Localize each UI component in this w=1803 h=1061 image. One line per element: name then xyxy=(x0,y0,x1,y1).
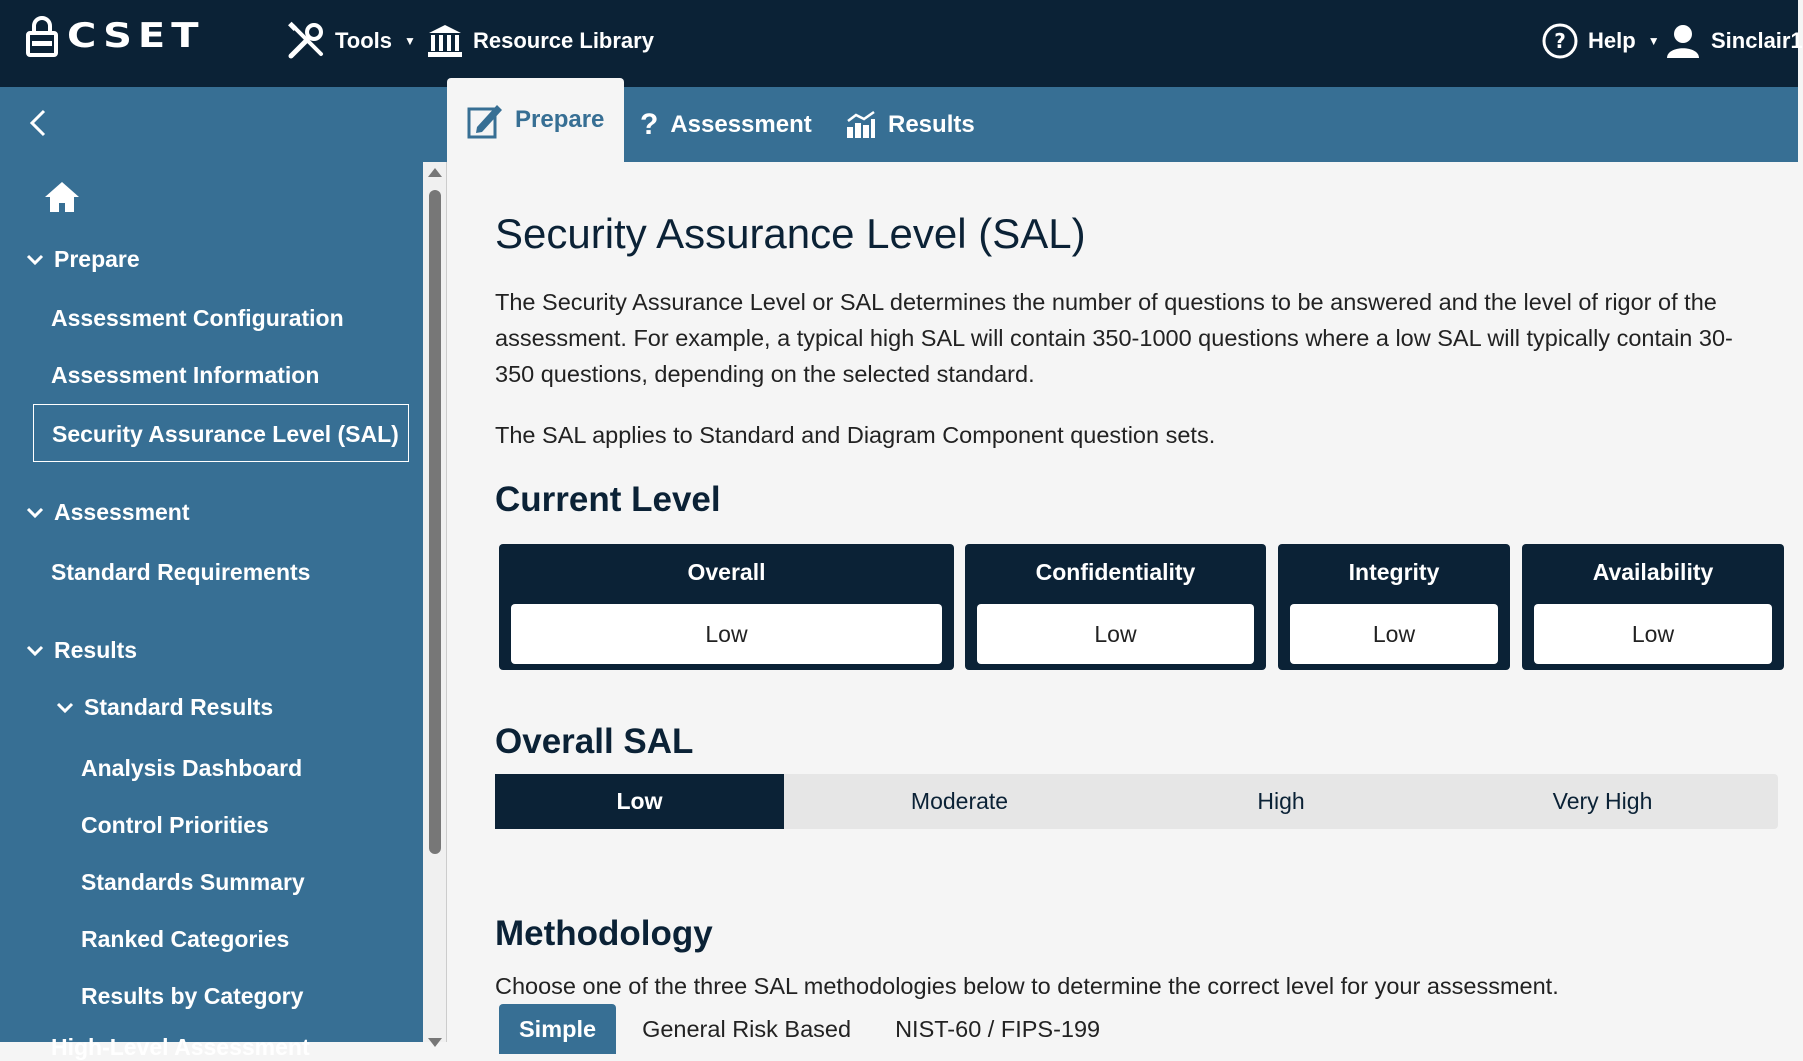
top-navbar xyxy=(0,0,1803,87)
sidebar-item-standard-requirements[interactable]: Standard Requirements xyxy=(51,559,311,585)
stage-tabbar xyxy=(0,87,1798,162)
user-menu[interactable] xyxy=(1665,20,1803,62)
sidebar-section-standard-results[interactable] xyxy=(56,694,273,721)
chart-icon xyxy=(846,111,876,139)
overall-sal-selector xyxy=(495,774,1778,829)
help-label: Help xyxy=(1588,28,1636,53)
logo-text: CSET xyxy=(67,16,205,56)
sal-option-high[interactable]: High xyxy=(1257,788,1305,814)
tab-results-label: Results xyxy=(888,110,975,138)
sidebar-section-assessment[interactable] xyxy=(26,499,190,526)
help-icon xyxy=(1542,23,1578,59)
user-name: Sinclair1 xyxy=(1711,28,1803,53)
sal-option-moderate[interactable]: Moderate xyxy=(910,788,1009,814)
home-icon[interactable] xyxy=(43,178,81,216)
level-card-value: Low xyxy=(1534,604,1772,664)
tab-results[interactable] xyxy=(846,87,975,162)
user-icon xyxy=(1665,23,1701,59)
level-card-title: Availability xyxy=(1592,559,1714,585)
scroll-down-arrow-icon[interactable] xyxy=(428,1038,442,1047)
chevron-down-icon: ▼ xyxy=(1647,34,1660,48)
methodology-text: Choose one of the three SAL methodologies below to determine the correct level for your assessment. xyxy=(495,973,1559,999)
edit-icon xyxy=(467,101,503,139)
method-tab-simple[interactable]: Simple xyxy=(499,1004,616,1054)
chevron-down-icon xyxy=(26,507,44,519)
tab-prepare-label: Prepare xyxy=(515,106,605,133)
chevron-left-icon xyxy=(28,108,48,138)
sidebar-section-label: Results xyxy=(54,637,138,663)
scroll-up-arrow-icon[interactable] xyxy=(428,168,442,177)
level-card-title: Integrity xyxy=(1348,559,1440,585)
tab-assessment[interactable] xyxy=(640,87,812,162)
cset-logo[interactable] xyxy=(27,15,205,57)
chevron-down-icon: ▼ xyxy=(404,34,416,48)
page-title: Security Assurance Level (SAL) xyxy=(495,210,1086,257)
sidebar-item-ranked-categories[interactable]: Ranked Categories xyxy=(81,926,290,952)
resource-library-label: Resource Library xyxy=(473,28,654,53)
tools-menu[interactable] xyxy=(287,20,416,62)
help-menu[interactable] xyxy=(1542,20,1660,62)
tab-prepare[interactable] xyxy=(447,78,624,162)
level-card-value: Low xyxy=(1290,604,1498,664)
question-icon: ? xyxy=(640,107,659,141)
sidebar-scrollbar[interactable] xyxy=(423,162,447,1042)
tools-icon xyxy=(287,22,325,60)
level-card-value: Low xyxy=(977,604,1254,664)
method-tab-general-risk-based[interactable]: General Risk Based xyxy=(642,1015,852,1042)
sidebar xyxy=(0,162,423,1060)
sidebar-section-label: Prepare xyxy=(54,246,140,272)
lock-icon xyxy=(27,15,57,57)
sal-applies-text: The SAL applies to Standard and Diagram Component question sets. xyxy=(495,422,1216,448)
chevron-down-icon xyxy=(26,645,44,657)
tab-assessment-label: Assessment xyxy=(670,110,812,138)
level-card-integrity xyxy=(1278,544,1510,670)
level-card-overall xyxy=(499,544,954,670)
level-card-title: Confidentiality xyxy=(1035,559,1196,585)
sidebar-item-assessment-information[interactable]: Assessment Information xyxy=(51,362,320,388)
sidebar-item-standards-summary[interactable]: Standards Summary xyxy=(81,869,305,895)
scroll-thumb[interactable] xyxy=(429,190,441,854)
level-card-availability xyxy=(1522,544,1784,670)
methodology-tabs xyxy=(499,1004,1120,1054)
resource-library-link[interactable] xyxy=(427,20,654,62)
sidebar-section-label: Assessment xyxy=(54,499,190,525)
collapse-sidebar-button[interactable] xyxy=(18,103,58,143)
level-card-value: Low xyxy=(511,604,942,664)
sidebar-section-results[interactable] xyxy=(26,637,137,664)
sidebar-section-label: Standard Results xyxy=(84,694,274,720)
overall-sal-heading: Overall SAL xyxy=(495,722,694,761)
sidebar-item-results-by-category[interactable]: Results by Category xyxy=(81,983,304,1009)
sidebar-item-high-level-assessment[interactable]: High-Level Assessment xyxy=(51,1034,310,1060)
chevron-down-icon xyxy=(26,254,44,266)
tools-label: Tools xyxy=(335,28,393,53)
sidebar-item-sal[interactable]: Security Assurance Level (SAL) xyxy=(33,404,409,462)
level-card-confidentiality xyxy=(965,544,1266,670)
level-card-title: Overall xyxy=(687,559,766,585)
sal-option-very-high[interactable]: Very High xyxy=(1552,788,1653,814)
sal-description: The Security Assurance Level or SAL determines the number of questions to be answered and the level of rigor of the assessment. For example, a typical high SAL will contain 350-1000 questions where a low SAL will typically contain 30-350 questions, depending on the selected standard. xyxy=(495,289,1733,387)
sidebar-item-analysis-dashboard[interactable]: Analysis Dashboard xyxy=(81,755,303,781)
current-level-heading: Current Level xyxy=(495,480,721,519)
chevron-down-icon xyxy=(56,702,74,714)
sidebar-item-assessment-configuration[interactable]: Assessment Configuration xyxy=(51,305,344,331)
methodology-heading: Methodology xyxy=(495,914,713,953)
main-content xyxy=(447,162,1798,1042)
sidebar-tree xyxy=(0,162,423,1060)
sidebar-section-prepare[interactable] xyxy=(26,246,140,273)
method-tab-nist[interactable]: NIST-60 / FIPS-199 xyxy=(895,1015,1101,1042)
sal-option-low[interactable]: Low xyxy=(495,774,784,829)
bank-icon xyxy=(427,24,463,58)
sidebar-item-control-priorities[interactable]: Control Priorities xyxy=(81,812,269,838)
svg-text:?: ? xyxy=(1554,29,1566,53)
